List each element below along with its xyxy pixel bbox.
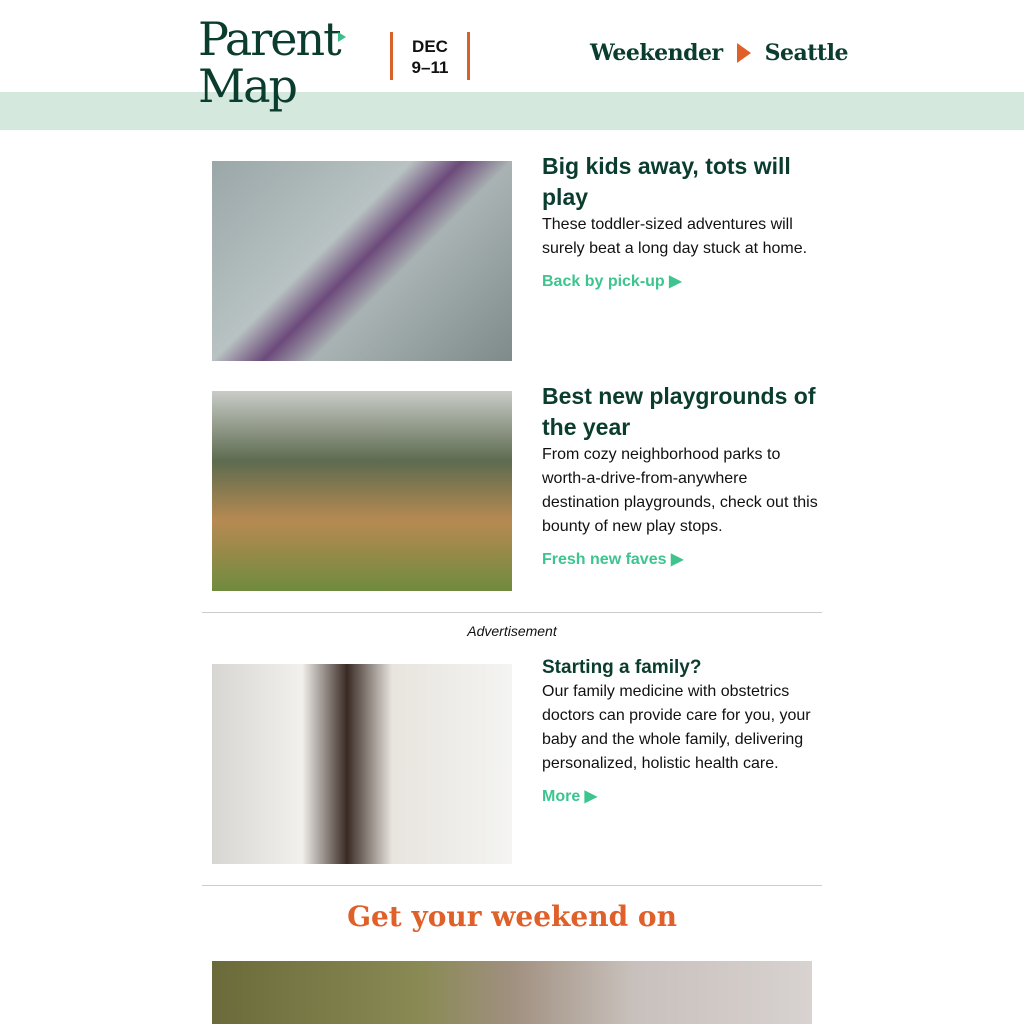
divider — [202, 612, 822, 613]
article-2-image[interactable] — [212, 391, 512, 591]
arrow-right-icon — [737, 43, 751, 63]
date-badge — [390, 32, 470, 80]
city-name: Seattle — [764, 40, 848, 66]
ad-item — [212, 657, 822, 864]
ad-body: Our family medicine with obstetrics doctors can provide care for you, your baby and the whole family, delivering personalized, holistic health care. — [542, 683, 811, 772]
article-2-title[interactable]: Best new playgrounds of the year — [542, 383, 816, 440]
date-month: DEC — [412, 37, 448, 56]
header-band — [0, 92, 1024, 130]
ad-link[interactable]: More ▶ — [542, 788, 597, 805]
section-title: Get your weekend on — [347, 900, 677, 933]
logo-triangle-icon — [338, 32, 346, 42]
advertisement-label: Advertisement — [467, 623, 557, 639]
logo-text-2: Map — [198, 59, 296, 113]
logo-text-1: Parent — [198, 12, 340, 66]
ad-title[interactable]: Starting a family? — [542, 657, 702, 678]
feature-image[interactable] — [212, 961, 812, 1024]
newsletter-name: Weekender — [590, 40, 723, 66]
newsletter-title — [590, 40, 848, 66]
article-1-link[interactable]: Back by pick-up ▶ — [542, 273, 682, 290]
parentmap-logo[interactable] — [198, 12, 340, 113]
article-1-title[interactable]: Big kids away, tots will play — [542, 153, 791, 210]
article-1-body: These toddler-sized adventures will surely beat a long day stuck at home. — [542, 216, 808, 257]
article-2 — [212, 383, 822, 591]
divider — [202, 885, 822, 886]
date-range: 9–11 — [411, 58, 449, 77]
article-1-image[interactable] — [212, 161, 512, 361]
ad-image[interactable] — [212, 664, 512, 864]
article-2-body: From cozy neighborhood parks to worth-a-drive-from-anywhere destination playgrounds, check out this bounty of new play stops. — [542, 446, 818, 535]
article-2-link[interactable]: Fresh new faves ▶ — [542, 551, 684, 568]
article-1 — [212, 153, 822, 361]
